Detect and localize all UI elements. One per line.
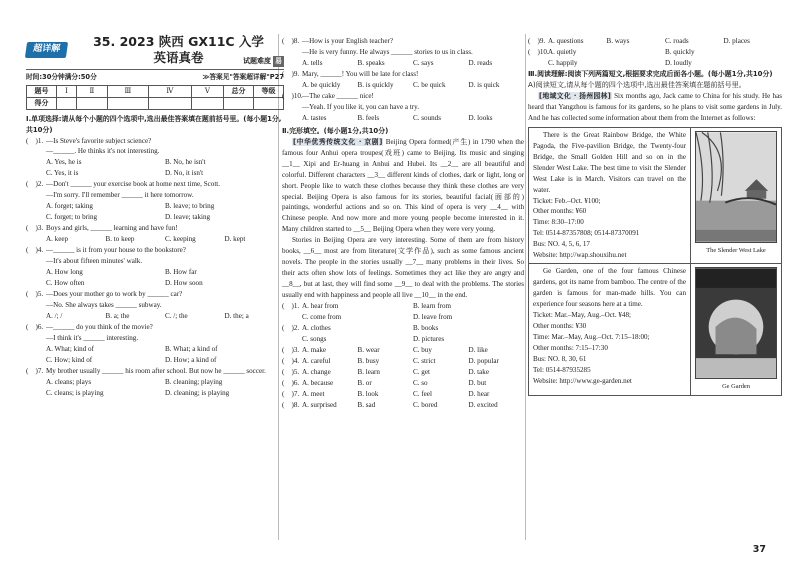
option: D. leave; taking: [165, 213, 211, 222]
option: B. feels: [357, 113, 380, 122]
section-1-questions: [26, 136, 284, 400]
reading-intro: [地域文化 · 扬州园林] Six months ago, Jack came to China for his study. He has heard that Yangzhou is famous for its gardens, so he plans to visit some gardens in July. And he has collected some information about them from the Internet as follows:: [528, 91, 782, 122]
option: A. tastes: [302, 113, 327, 122]
question: ( )8. —How is your English teacher? —He is very funny. He always ______ stories to us in class. A. tells B. speaks C. says D. reads: [282, 36, 524, 69]
slender-west-lake-photo: [695, 131, 777, 243]
option: D. How soon: [165, 279, 203, 288]
cloze-option-row: ( )2. A. clothes B. books C. songs D. pictures: [282, 324, 445, 344]
question: ( )9. Mary, ______! You will be late for class! A. be quickly B. is quickly C. be quick D. is quick: [282, 69, 524, 91]
option: B. cleaning; playing: [165, 378, 223, 387]
option: D. looks: [468, 113, 493, 122]
option: A. What; kind of: [46, 345, 94, 354]
option: D. is quick: [468, 80, 500, 89]
option: D. reads: [468, 58, 493, 67]
option: B. a; the: [105, 312, 130, 321]
cloze-option-row: ( )3. A. make B. wear C. buy D. like: [282, 346, 488, 355]
exam-meta: 时间:30分钟 满分:50分 ≫答案见"答案超详解"P27: [26, 69, 284, 82]
column-2: [282, 36, 524, 411]
option: C. Yes, it is: [46, 169, 79, 178]
option: C. cleans; is playing: [46, 389, 104, 398]
question: ( )1. —Is Steve's favorite subject science? —______. He thinks it's not interesting. A. Yes, he is B. No, he isn't C. Yes, it is D. No, it isn't: [26, 136, 284, 180]
question: ( )5. —Does your mother go to work by ______ car? —No. She always takes ______ subway. A. /; / B. a; the C. /; the D. the; a: [26, 289, 284, 322]
column-1: [26, 36, 284, 399]
option: C. How; kind of: [46, 356, 93, 365]
option: C. /; the: [165, 312, 188, 321]
option: B. speaks: [357, 58, 385, 67]
exam-subtitle: 英语真卷: [153, 49, 204, 65]
question: ( )6. —______ do you think of the movie? —I think it's ______ interesting. A. What; kind of B. What; a kind of C. How; kind of D. How; a kind of: [26, 322, 284, 366]
option: C. keeping: [165, 235, 196, 244]
cloze-option-row: ( )1. A. hear from B. learn from C. come from D. leave from: [282, 302, 453, 322]
option: C. sounds: [413, 113, 441, 122]
option: B. How far: [165, 268, 197, 277]
cloze-options-cont: [528, 36, 782, 69]
question: ( )2. —Don't ______ your exercise book at home next time, Scott. —I'm sorry. I'll remember ______ it here tomorrow. A. forget; taking B. leave; to bring C. forget; to bring D. leave; taking: [26, 179, 284, 223]
question: ( )3. Boys and girls, ______ learning and have fun! A. keep B. to keep C. keeping D. kept: [26, 223, 284, 245]
option: A. cleans; plays: [46, 378, 92, 387]
option: B. is quickly: [357, 80, 394, 89]
score-table: 题号 Ⅰ Ⅱ Ⅲ Ⅳ Ⅴ 总分 等级 得分: [26, 85, 284, 110]
cloze-option-row: ( )8. A. surprised B. sad C. bored D. excited: [282, 401, 498, 410]
cloze-passage-2: Stories in Beijing Opera are very interesting. Some of them are from history books, __6__ most are from literature(文学作品), such as some famous ancient novels. The people in the stories usually __7__ many problems in their lives. So their acts often show lots of feelings. Sometimes they act like they are angry and __8__, but at last, they will find some __9__ to deal with the problems. The stories usually end with happiness and people all live __10__ in the end.: [282, 236, 524, 300]
cloze-option-row: ( )6. A. because B. or C. so D. but: [282, 379, 487, 388]
photo-caption-1: The Slender West Lake: [706, 246, 766, 254]
logo: 超详解: [25, 42, 68, 58]
question: ( )4. —______ is it from your house to the bookstore? —It's about fifteen minutes' walk. A. How long B. How far C. How often D. How soon: [26, 245, 284, 289]
option: A. keep: [46, 235, 69, 244]
ge-garden-photo: [695, 267, 777, 379]
column-3: [528, 36, 782, 396]
section-3a-instructions: A)阅读短文,请从每个题的四个选项中,选出最佳答案填在题前括号里。: [528, 79, 746, 89]
cloze-option-row: ( )4. A. careful B. busy C. strict D. popular: [282, 357, 499, 366]
option: C. How often: [46, 279, 85, 288]
cloze-option-row: ( )9. A. questions B. ways C. roads D. places: [528, 37, 750, 45]
section-1-title: Ⅰ.单项选择:请从每个小题的四个选项中,选出最佳答案填在题前括号里。(每小题1分,共10分): [26, 115, 282, 134]
option: A. How long: [46, 268, 83, 277]
page-number: 37: [752, 544, 766, 556]
option: C. forget; to bring: [46, 213, 98, 222]
option: A. /; /: [46, 312, 63, 321]
cloze-option-row: ( )10. A. quietly B. quickly C. happily D. loudly: [528, 47, 695, 67]
section-1-questions-cont: [282, 36, 524, 124]
difficulty: 试题难度 易: [243, 56, 282, 65]
option: B. leave; to bring: [165, 202, 215, 211]
option: D. No, it isn't: [165, 169, 204, 178]
cloze-option-row: ( )7. A. meet B. look C. feel D. hear: [282, 390, 490, 399]
garden-info-box: [528, 127, 782, 397]
option: D. cleaning; is playing: [165, 389, 230, 398]
option: C. says: [413, 58, 434, 67]
cloze-options: [282, 301, 524, 411]
section-3-title: Ⅲ.阅读理解:阅读下列两篇短文,根据要求完成后面各小题。(每小题1分,共10分): [528, 69, 773, 78]
cloze-passage-1: [中华优秀传统文化 · 京剧] Beijing Opera formed(产生) in 1790 when the famous four Anhui opera troupes(戏班) came to Beijing. Its music and singing __1__ Xipi and Er-huang in Anhui and Hubei. Its __2__ are all beautiful and colorful. Different characters __3__ different kinds of clothes, dark or light, long or short. People like to watch these clothes because they think these clothes are very special. Beijing Opera is also famous for its stories, beautiful facial(面部的) paintings, wonderful actions and so on. This kind of opera is very __4__ with Chinese people. And now more and more young people become interested in it. Many children started to __5__ Beijing Opera when they were very young.: [282, 137, 524, 234]
option: A. tells: [302, 58, 323, 67]
option: B. No, he isn't: [165, 158, 206, 167]
option: D. How; a kind of: [165, 356, 217, 365]
option: B. What; a kind of: [165, 345, 218, 354]
photo-caption-2: Ge Garden: [722, 383, 750, 391]
option: A. be quickly: [302, 80, 341, 89]
exam-title: 35. 2023 陕西 GX11C 入学: [93, 34, 264, 49]
option: D. kept: [224, 235, 246, 244]
cloze-option-row: ( )5. A. change B. learn C. get D. take: [282, 368, 489, 377]
garden-ge-garden: Ge Garden, one of the four famous Chinese gardens, got its name from bamboo. The centre of the garden is famous for man-made hills. You can experience four seasons here at a time. Ticket: Mar.–May, Aug.–Oct. ¥48; Other months: ¥30 Time: Mar.–May, Aug.–Oct. 7:15–18:00; Other months: 7:15–17:30 Bus: NO. 8, 30, 61 Tel: 0514-87935285 Website: http://www.ge-garden.net Ge Garden: [529, 264, 781, 395]
option: C. be quick: [413, 80, 446, 89]
option: B. to keep: [105, 235, 135, 244]
question: ( )10. —The cake ______ nice! —Yeah. If you like it, you can have a try. A. tastes B. feels C. sounds D. looks: [282, 91, 524, 124]
option: A. forget; taking: [46, 202, 93, 211]
garden-slender-west-lake: There is the Great Rainbow Bridge, the White Pagoda, the Five-pavilion Bridge, the Twenty-four Bridge, the Small Golden Hill and so on in the Slender West Lake. The best time to visit the Slender West Lake is in March. Visitors can travel on the water. Ticket: Feb.–Oct. ¥100; Other months: ¥60 Time: 8:30–17:00 Tel: 0514-87357808; 0514-87370091 Bus: NO. 4, 5, 6, 17 Website: http://wap.shouxihu.net The Slender West Lake: [529, 128, 781, 265]
section-2-title: Ⅱ.完形填空。(每小题1分,共10分): [282, 126, 389, 135]
option: A. Yes, he is: [46, 158, 82, 167]
option: D. the; a: [224, 312, 249, 321]
question: ( )7. My brother usually ______ his room after school. But now he ______ soccer. A. cleans; plays B. cleaning; playing C. cleans; is playing D. cleaning; is playing: [26, 366, 284, 399]
